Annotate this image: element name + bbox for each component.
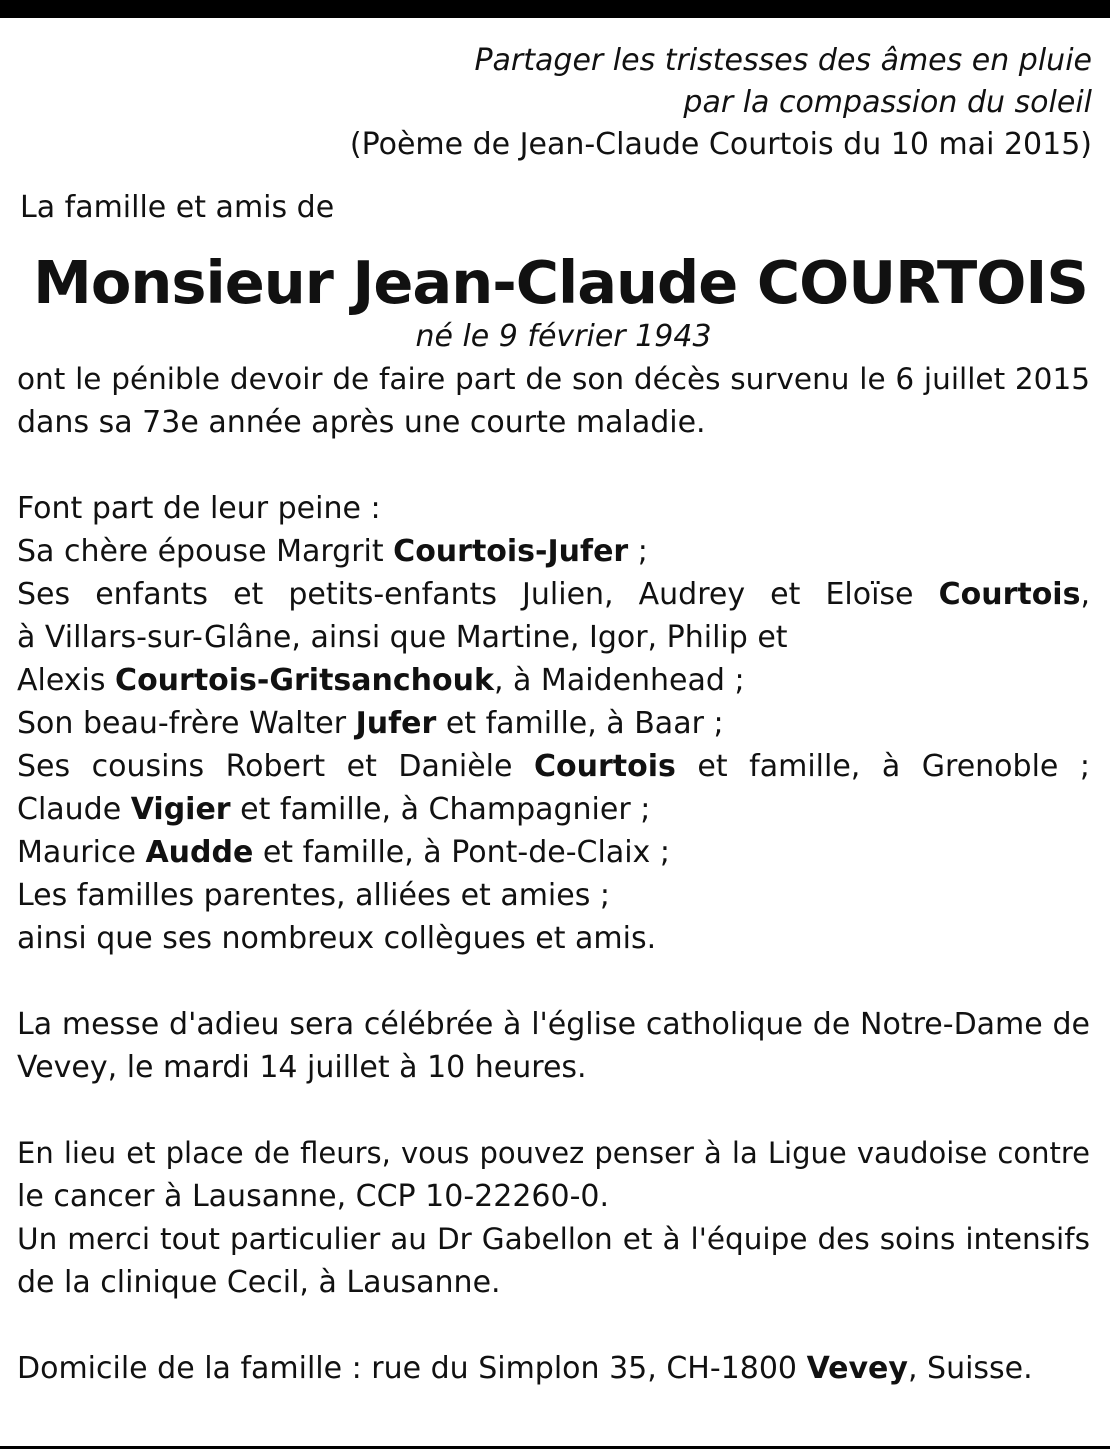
birth-date: né le 9 février 1943 bbox=[415, 319, 712, 354]
family-surname: Courtois-Jufer bbox=[393, 534, 629, 569]
family-children: Ses enfants et petits-enfants Julien, Audrey et Eloïse Courtois, bbox=[17, 577, 1090, 612]
family-surname: Jufer bbox=[355, 706, 437, 741]
family-surname: Courtois bbox=[938, 577, 1081, 612]
domicile-city: Vevey bbox=[806, 1351, 908, 1386]
flowers-line-2: le cancer à Lausanne, CCP 10-22260-0. bbox=[17, 1179, 610, 1214]
poem-epigraph bbox=[17, 40, 1092, 166]
poem-line-1: Partager les tristesses des âmes en pluie bbox=[474, 43, 1092, 78]
family-surname: Courtois bbox=[534, 749, 676, 784]
family-domicile: Domicile de la famille : rue du Simplon 35, CH-1800 Vevey, Suisse. bbox=[17, 1351, 1033, 1386]
thanks-line-2: de la clinique Cecil, à Lausanne. bbox=[17, 1265, 501, 1300]
family-surname: Audde bbox=[145, 835, 254, 870]
thanks-line-1: Un merci tout particulier au Dr Gabellon et à l'équipe des soins intensifs bbox=[17, 1222, 1090, 1256]
bottom-border-rule bbox=[0, 1446, 1110, 1449]
family-surname: Vigier bbox=[130, 792, 231, 827]
poem-attribution: (Poème de Jean-Claude Courtois du 10 mai 2015) bbox=[349, 127, 1092, 162]
deceased-name: Monsieur Jean-Claude COURTOIS bbox=[33, 248, 1088, 317]
family-related-families: Les familles parentes, alliées et amies ; bbox=[17, 878, 610, 913]
family-claude: Claude Vigier et famille, à Champagnier ; bbox=[17, 792, 651, 827]
mass-line-1: La messe d'adieu sera célébrée à l'église catholique de Notre-Dame de bbox=[17, 1007, 1090, 1042]
family-cousins: Ses cousins Robert et Danièle Courtois et famille, à Grenoble ; bbox=[17, 749, 1091, 784]
death-line-1: ont le pénible devoir de faire part de son décès survenu le 6 juillet 2015 bbox=[17, 362, 1090, 396]
family-brother-in-law: Son beau-frère Walter Jufer et famille, à Baar ; bbox=[17, 706, 724, 741]
family-spouse: Sa chère épouse Margrit Courtois-Jufer ; bbox=[17, 534, 648, 569]
death-announcement bbox=[17, 358, 1090, 444]
death-line-2: dans sa 73e année après une courte maladie. bbox=[17, 405, 706, 440]
intro-text: La famille et amis de bbox=[20, 190, 335, 225]
family-list bbox=[17, 487, 1090, 960]
poem-line-2: par la compassion du soleil bbox=[683, 85, 1092, 120]
mass-line-2: Vevey, le mardi 14 juillet à 10 heures. bbox=[17, 1050, 587, 1085]
family-heading: Font part de leur peine : bbox=[17, 491, 381, 526]
obituary-notice bbox=[17, 40, 1090, 1390]
family-colleagues: ainsi que ses nombreux collègues et amis. bbox=[17, 921, 657, 956]
family-surname: Courtois-Gritsanchouk bbox=[115, 663, 494, 698]
family-children-continued: à Villars-sur-Glâne, ainsi que Martine, Igor, Philip et bbox=[17, 620, 788, 655]
top-border-rule bbox=[0, 0, 1110, 18]
funeral-mass bbox=[17, 1003, 1090, 1089]
family-maurice: Maurice Audde et famille, à Pont-de-Claix ; bbox=[17, 835, 670, 870]
family-alexis: Alexis Courtois-Gritsanchouk, à Maidenhead ; bbox=[17, 663, 745, 698]
flowers-line-1: En lieu et place de fleurs, vous pouvez penser à la Ligue vaudoise contre bbox=[17, 1136, 1090, 1170]
donation-and-thanks bbox=[17, 1132, 1090, 1304]
